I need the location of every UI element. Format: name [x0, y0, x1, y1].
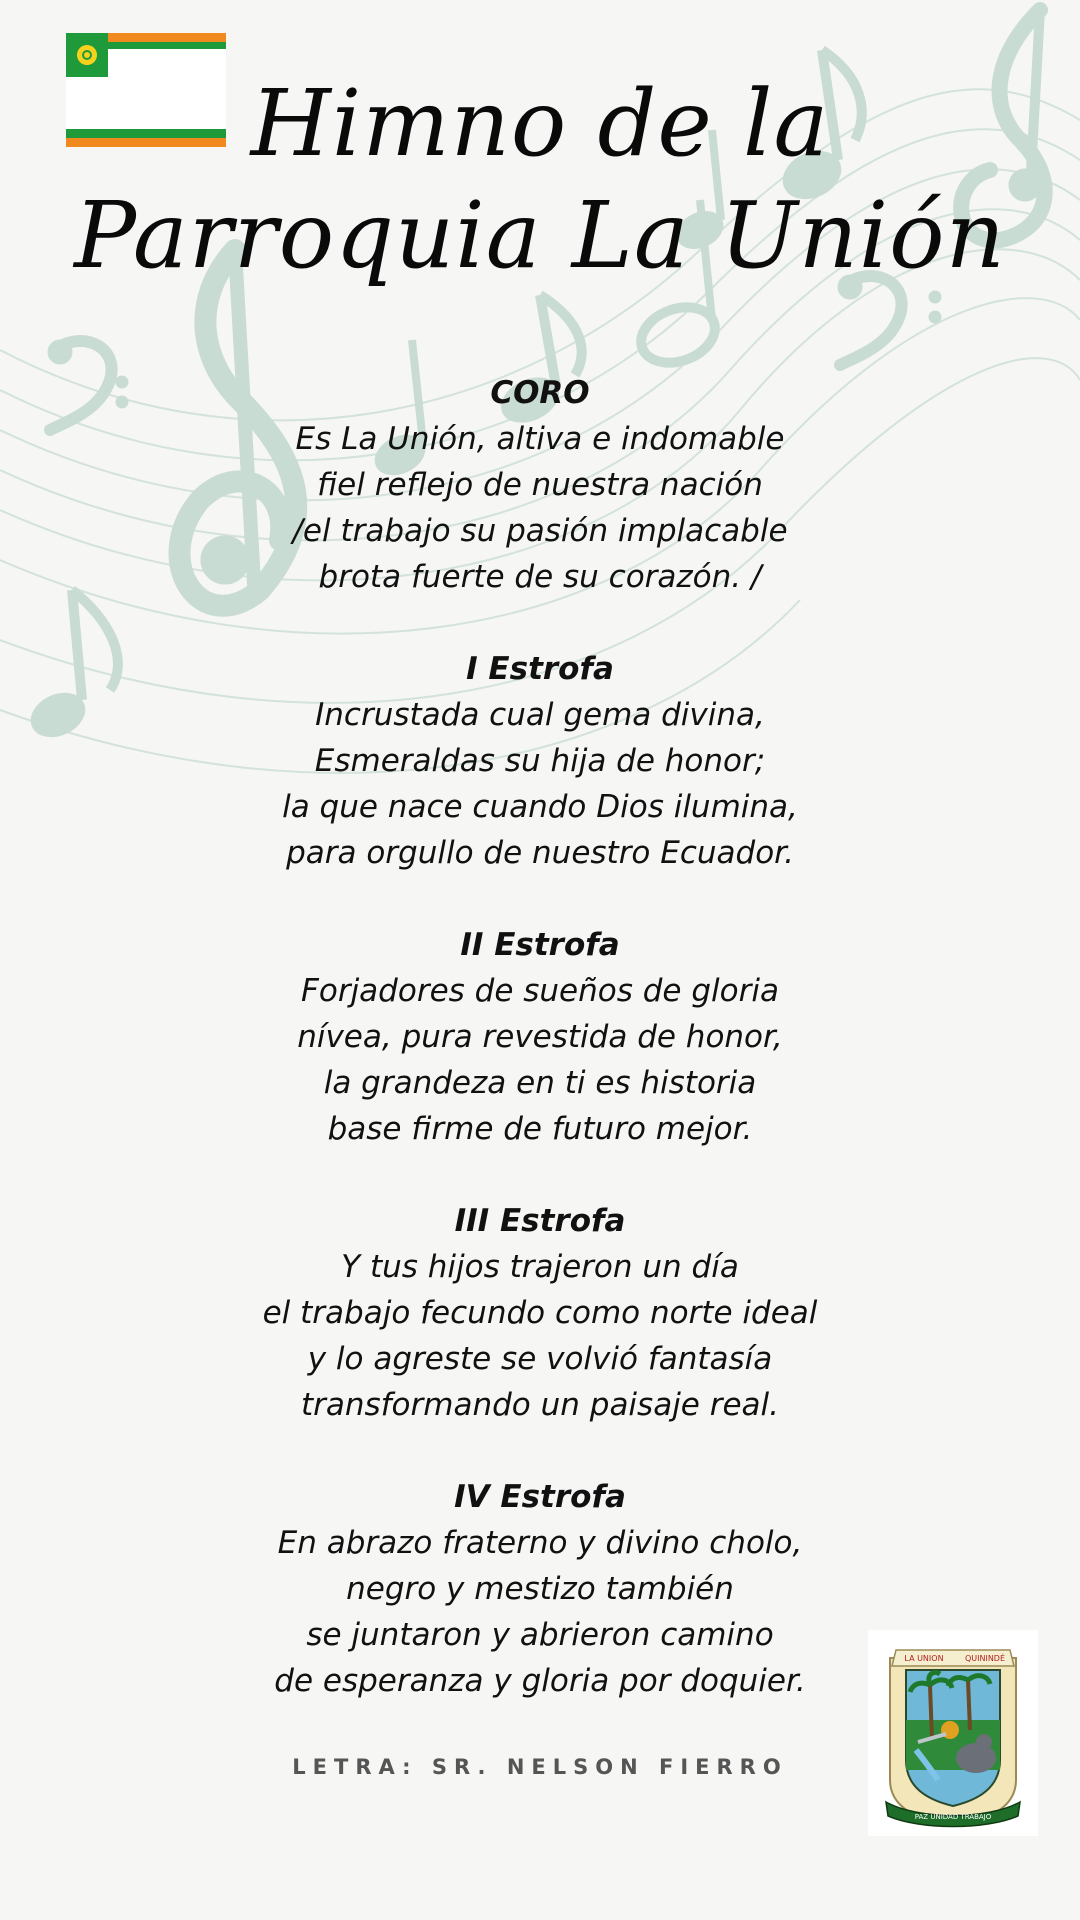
stanza-line: nívea, pura revestida de honor, [297, 1019, 783, 1055]
sun-icon [77, 45, 97, 65]
stanza-title: CORO [490, 375, 590, 411]
stanza-line: el trabajo fecundo como norte ideal [262, 1295, 818, 1331]
lyrics [0, 370, 1080, 1750]
stanza-title: I Estrofa [466, 651, 614, 687]
stanza-line: de esperanza y gloria por doquier. [274, 1663, 806, 1699]
stanza-line: fiel reflejo de nuestra nación [317, 467, 763, 503]
crest-banner-left: LA UNION [904, 1654, 944, 1663]
stanza-line: negro y mestizo también [346, 1571, 734, 1607]
stanza-coro [0, 370, 1080, 600]
stanza-line: la que nace cuando Dios ilumina, [282, 789, 798, 825]
page-title [0, 68, 1080, 292]
coat-of-arms [868, 1630, 1038, 1836]
title-line-1: Himno de la [250, 70, 830, 177]
stanza-iii [0, 1198, 1080, 1428]
stanza-title: III Estrofa [454, 1203, 626, 1239]
stanza-ii [0, 922, 1080, 1152]
stanza-line: base firme de futuro mejor. [327, 1111, 753, 1147]
stanza-line: la grandeza en ti es historia [323, 1065, 757, 1101]
stanza-i [0, 646, 1080, 876]
stanza-line: brota fuerte de su corazón. / [318, 559, 762, 595]
stanza-line: Incrustada cual gema divina, [315, 697, 765, 733]
stanza-line: Es La Unión, altiva e indomable [295, 421, 785, 457]
stanza-line: /el trabajo su pasión implacable [292, 513, 788, 549]
stanza-line: se juntaron y abrieron camino [306, 1617, 774, 1653]
stanza-line: Forjadores de sueños de gloria [301, 973, 779, 1009]
stanza-title: IV Estrofa [454, 1479, 626, 1515]
crest-motto: PAZ UNIDAD TRABAJO [914, 1813, 992, 1821]
stanza-line: Esmeraldas su hija de honor; [314, 743, 766, 779]
stanza-line: transformando un paisaje real. [300, 1387, 780, 1423]
stanza-line: para orgullo de nuestro Ecuador. [286, 835, 794, 871]
crest-banner-right: QUININDÉ [964, 1654, 1006, 1663]
stanza-title: II Estrofa [460, 927, 620, 963]
stanza-line: y lo agreste se volvió fantasía [307, 1341, 773, 1377]
lyrics-credit: LETRA: SR. NELSON FIERRO [292, 1755, 788, 1779]
stanza-line: Y tus hijos trajeron un día [341, 1249, 739, 1285]
stanza-line: En abrazo fraterno y divino cholo, [277, 1525, 803, 1561]
title-line-2: Parroquia La Unión [74, 182, 1006, 289]
